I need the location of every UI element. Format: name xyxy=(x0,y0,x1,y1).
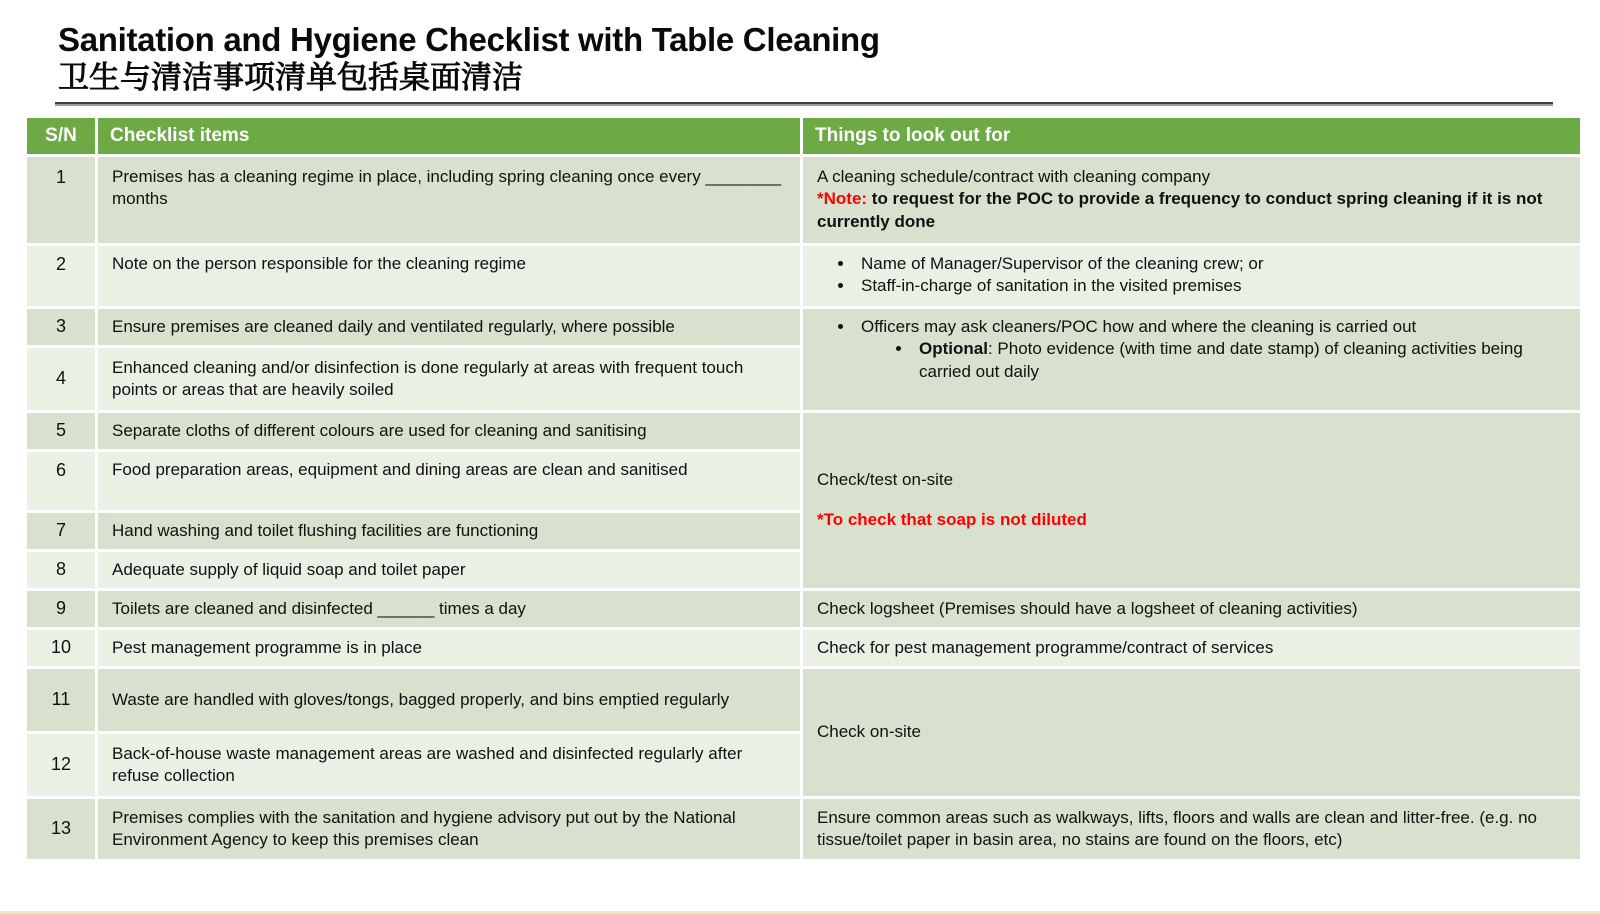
lookout-line: Check/test on-site xyxy=(817,470,954,489)
row-sn: 6 xyxy=(27,452,95,510)
note-text: to request for the POC to provide a frequency to conduct spring cleaning if it is not currently done xyxy=(817,189,1543,231)
row-sn: 2 xyxy=(27,246,95,306)
checklist-item: Ensure premises are cleaned daily and ventilated regularly, where possible xyxy=(98,309,800,345)
checklist-item: Premises has a cleaning regime in place, including spring cleaning once every ________ months xyxy=(98,157,800,243)
checklist-item: Adequate supply of liquid soap and toilet paper xyxy=(98,552,800,588)
checklist-item: Enhanced cleaning and/or disinfection is done regularly at areas with frequent touch points or areas that are heavily soiled xyxy=(98,348,800,410)
table-row xyxy=(27,309,1580,345)
table-row xyxy=(27,630,1580,666)
row-sn: 11 xyxy=(27,669,95,731)
checklist-item: Back-of-house waste management areas are washed and disinfected regularly after refuse collection xyxy=(98,734,800,796)
title-divider xyxy=(55,102,1553,106)
table-row xyxy=(27,799,1580,859)
row-sn: 1 xyxy=(27,157,95,243)
lookout-bullet: • Staff-in-charge of sanitation in the visited premises xyxy=(855,275,1566,297)
row-sn: 7 xyxy=(27,513,95,549)
lookout-bullet: • Officers may ask cleaners/POC how and where the cleaning is carried out xyxy=(855,316,1566,338)
lookout-note xyxy=(817,188,1566,233)
checklist-item: Note on the person responsible for the cleaning regime xyxy=(98,246,800,306)
row-sn: 5 xyxy=(27,413,95,449)
lookout-cell xyxy=(803,157,1580,243)
row-sn: 10 xyxy=(27,630,95,666)
lookout-cell: Check for pest management programme/contract of services xyxy=(803,630,1580,666)
header-sn: S/N xyxy=(27,118,95,154)
row-sn: 8 xyxy=(27,552,95,588)
table-header-row xyxy=(27,118,1580,154)
checklist-item: Toilets are cleaned and disinfected ______ times a day xyxy=(98,591,800,627)
row-sn: 12 xyxy=(27,734,95,796)
note-label: *Note: xyxy=(817,189,868,209)
row-sn: 3 xyxy=(27,309,95,345)
page-title-chinese: 卫生与清洁事项清单包括桌面清洁 xyxy=(58,60,523,96)
lookout-cell: Check logsheet (Premises should have a logsheet of cleaning activities) xyxy=(803,591,1580,627)
lookout-cell-merged: Check on-site xyxy=(803,669,1580,796)
checklist-item: Separate cloths of different colours are used for cleaning and sanitising xyxy=(98,413,800,449)
row-sn: 9 xyxy=(27,591,95,627)
row-sn: 4 xyxy=(27,348,95,410)
page-title: Sanitation and Hygiene Checklist with Table Cleaning xyxy=(58,21,880,58)
table-row xyxy=(27,157,1580,243)
table-row xyxy=(27,669,1580,731)
table-row xyxy=(27,591,1580,627)
title-block xyxy=(58,22,1600,96)
checklist-item: Food preparation areas, equipment and dining areas are clean and sanitised xyxy=(98,452,800,510)
lookout-cell: Ensure common areas such as walkways, lifts, floors and walls are clean and litter-free. (e.g. no tissue/toilet paper in basin area, no stains are found on the floors, etc) xyxy=(803,799,1580,859)
table-row xyxy=(27,246,1580,306)
lookout-cell xyxy=(803,246,1580,306)
optional-text: : Photo evidence (with time and date stamp) of cleaning activities being carried out daily xyxy=(919,339,1523,381)
lookout-bullet-list xyxy=(817,316,1566,383)
optional-label: Optional xyxy=(919,339,988,359)
slide xyxy=(0,22,1600,914)
table-row xyxy=(27,413,1580,449)
checklist-item: Pest management programme is in place xyxy=(98,630,800,666)
checklist-item: Waste are handled with gloves/tongs, bagged properly, and bins emptied regularly xyxy=(98,669,800,731)
lookout-bullet-list xyxy=(817,253,1566,298)
lookout-sub-bullet-list xyxy=(855,338,1566,383)
lookout-sub-bullet xyxy=(913,338,1566,383)
lookout-cell-merged xyxy=(803,309,1580,410)
lookout-bullet: • Name of Manager/Supervisor of the cleaning crew; or xyxy=(855,253,1566,275)
lookout-cell-merged xyxy=(803,413,1580,588)
soap-warning: *To check that soap is not diluted xyxy=(817,510,1087,530)
checklist-item: Premises complies with the sanitation and hygiene advisory put out by the National Environment Agency to keep this premises clean xyxy=(98,799,800,859)
checklist-table xyxy=(24,115,1583,862)
row-sn: 13 xyxy=(27,799,95,859)
header-things-to-look-out-for: Things to look out for xyxy=(803,118,1580,154)
header-checklist-items: Checklist items xyxy=(98,118,800,154)
lookout-line: A cleaning schedule/contract with cleaning company xyxy=(817,166,1211,186)
checklist-item: Hand washing and toilet flushing facilities are functioning xyxy=(98,513,800,549)
